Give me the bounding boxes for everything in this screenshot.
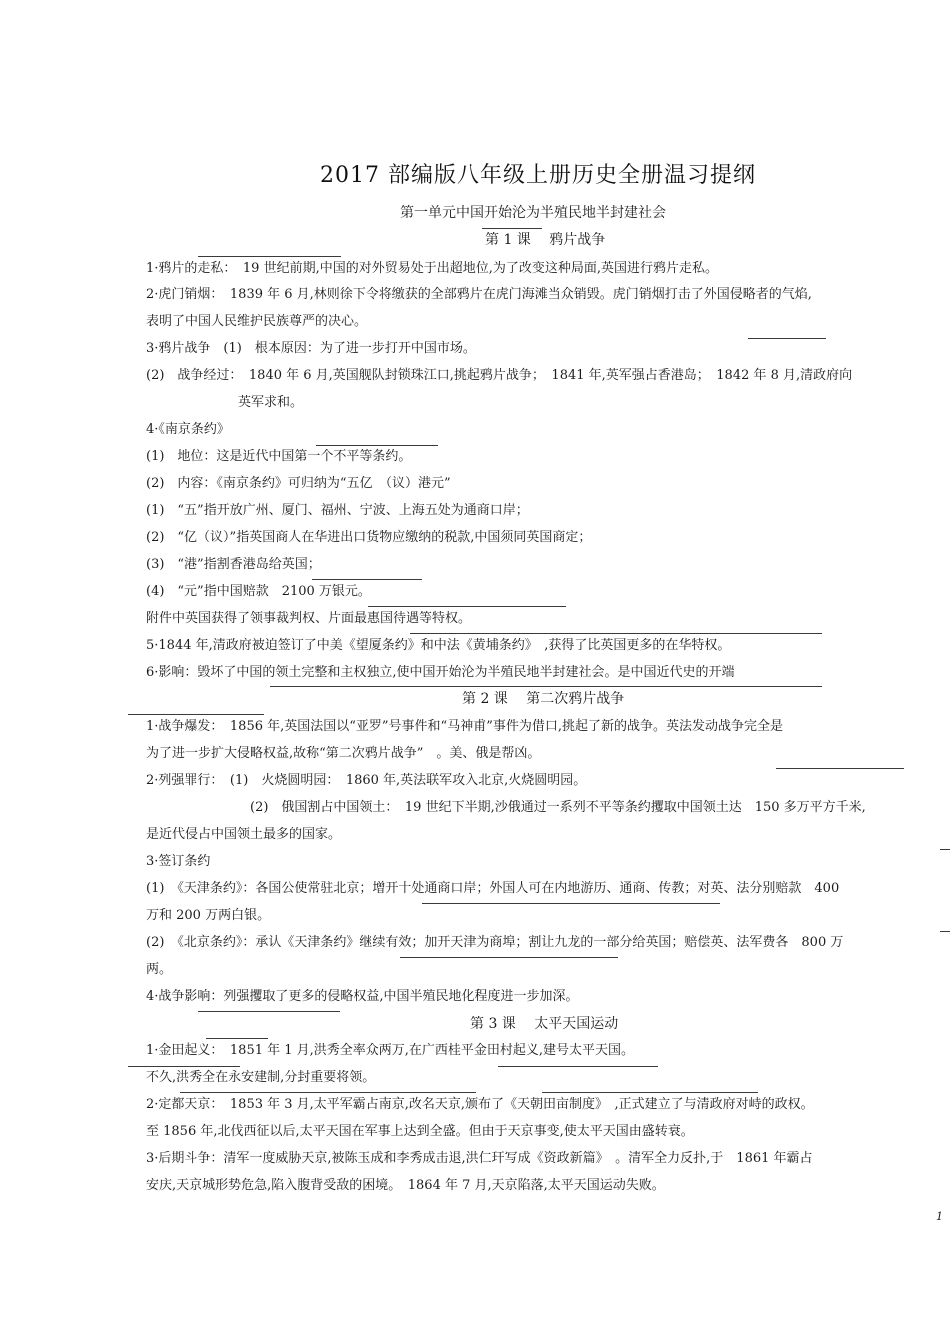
page-number: 1 <box>936 1210 943 1223</box>
text-line: 万和 200 万两白银。 <box>146 908 271 923</box>
text-line: (1) 《天津条约》：各国公使常驻北京；增开十处通商口岸；外国人可在内地游历、通商、传教；对英、法分别赔款 400 <box>146 881 840 896</box>
text-line: 2·定都天京： 1853 年 3 月,太平军霸占南京,改名天京,颁布了《天朝田亩制度》 ,正式建立了与清政府对峙的政权。 <box>146 1097 814 1112</box>
text-line: (4) “元”指中国赔款 2100 万银元。 <box>146 584 371 599</box>
underline <box>180 1092 476 1093</box>
text-line: 4·战争影响：列强攫取了更多的侵略权益,中国半殖民地化程度进一步加深。 <box>146 989 579 1004</box>
text-line: 两。 <box>146 962 173 977</box>
text-line: 2·虎门销烟： 1839 年 6 月,林则徐下令将缴获的全部鸦片在虎门海滩当众销毁。虎门销烟打击了外国侵略者的气焰, <box>146 287 812 302</box>
text-line: 3·鸦片战争 (1) 根本原因：为了进一步打开中国市场。 <box>146 341 476 356</box>
text-line: 6·影响：毁坏了中国的领土完整和主权独立,使中国开始沦为半殖民地半封建社会。是中国近代史的开端 <box>146 665 735 680</box>
lesson-heading: 第 1 课 鸦片战争 <box>485 232 606 248</box>
underline <box>206 1038 268 1039</box>
lesson-heading: 第 2 课 第二次鸦片战争 <box>462 691 625 707</box>
underline <box>128 714 264 715</box>
text-line: (1) “五”指开放广州、厦门、福州、宁波、上海五处为通商口岸； <box>146 503 529 518</box>
unit-heading: 第一单元中国开始沦为半殖民地半封建社会 <box>400 205 666 221</box>
underline <box>776 768 904 769</box>
text-line: 1·战争爆发： 1856 年,英国法国以“亚罗”号事件和“马神甫”事件为借口,挑起了新的战争。英法发动战争完全是 <box>146 719 783 734</box>
text-line: 1·鸦片的走私： 19 世纪前期,中国的对外贸易处于出超地位,为了改变这种局面,英国进行鸦片走私。 <box>146 261 718 276</box>
text-line: 1·金田起义： 1851 年 1 月,洪秀全率众两万,在广西桂平金田村起义,建号太平天国。 <box>146 1043 635 1058</box>
underline <box>368 606 566 607</box>
text-line: (1) 地位：这是近代中国第一个不平等条约。 <box>146 449 412 464</box>
lesson-heading: 第 3 课 太平天国运动 <box>470 1016 619 1032</box>
underline <box>940 849 950 850</box>
text-line: (2) 俄国割占中国领土： 19 世纪下半期,沙俄通过一系列不平等条约攫取中国领土达 150 多万平方千米, <box>250 800 866 815</box>
text-line: 5·1844 年,清政府被迫签订了中美《望厦条约》和中法《黄埔条约》 ,获得了比英国更多的在华特权。 <box>146 638 731 653</box>
underline <box>198 1011 340 1012</box>
underline <box>482 228 542 229</box>
text-line: 是近代侵占中国领土最多的国家。 <box>146 827 342 842</box>
text-line: 不久,洪秀全在永安建制,分封重要将领。 <box>146 1070 376 1085</box>
underline <box>128 1066 240 1067</box>
underline <box>422 903 720 904</box>
text-line: 英军求和。 <box>238 395 304 410</box>
text-line: 为了进一步扩大侵略权益,故称“第二次鸦片战争” 。美、俄是帮凶。 <box>146 746 541 761</box>
text-line: (2) 战争经过： 1840 年 6 月,英国舰队封锁珠江口,挑起鸦片战争； 1841 年,英军强占香港岛； 1842 年 8 月,清政府向 <box>146 368 853 383</box>
underline <box>410 633 822 634</box>
underline <box>748 338 826 339</box>
text-line: 表明了中国人民维护民族尊严的决心。 <box>146 314 368 329</box>
text-line: 3·后期斗争：清军一度威胁天京,被陈玉成和李秀成击退,洪仁玕写成《资政新篇》 。清军全力反扑,于 1861 年霸占 <box>146 1151 813 1166</box>
text-line: 2·列强罪行： (1) 火烧圆明园： 1860 年,英法联军攻入北京,火烧圆明园。 <box>146 773 587 788</box>
text-line: (2) 内容：《南京条约》可归纳为“五亿 （议）港元” <box>146 476 451 491</box>
underline <box>312 579 422 580</box>
underline <box>316 445 438 446</box>
text-line: 4·《南京条约》 <box>146 422 230 437</box>
text-line: (2) “亿（议）”指英国商人在华进出口货物应缴纳的税款,中国须同英国商定； <box>146 530 592 545</box>
text-line: 附件中英国获得了领事裁判权、片面最惠国待遇等特权。 <box>146 611 472 626</box>
document-title: 2017 部编版八年级上册历史全册温习提纲 <box>320 163 756 188</box>
underline <box>498 1066 658 1067</box>
underline <box>400 957 618 958</box>
underline <box>270 686 822 687</box>
text-line: 安庆,天京城形势危急,陷入腹背受敌的困境。 1864 年 7 月,天京陷落,太平天国运动失败。 <box>146 1178 665 1193</box>
underline <box>198 256 341 257</box>
text-line: 至 1856 年,北伐西征以后,太平天国在军事上达到全盛。但由于天京事变,使太平天国由盛转衰。 <box>146 1124 694 1139</box>
underline <box>542 1092 758 1093</box>
text-line: 3·签订条约 <box>146 854 211 869</box>
text-line: (2) 《北京条约》：承认《天津条约》继续有效；加开天津为商埠；割让九龙的一部分给英国；赔偿英、法军费各 800 万 <box>146 935 844 950</box>
underline <box>940 931 950 932</box>
text-line: (3) “港”指割香港岛给英国； <box>146 557 321 572</box>
